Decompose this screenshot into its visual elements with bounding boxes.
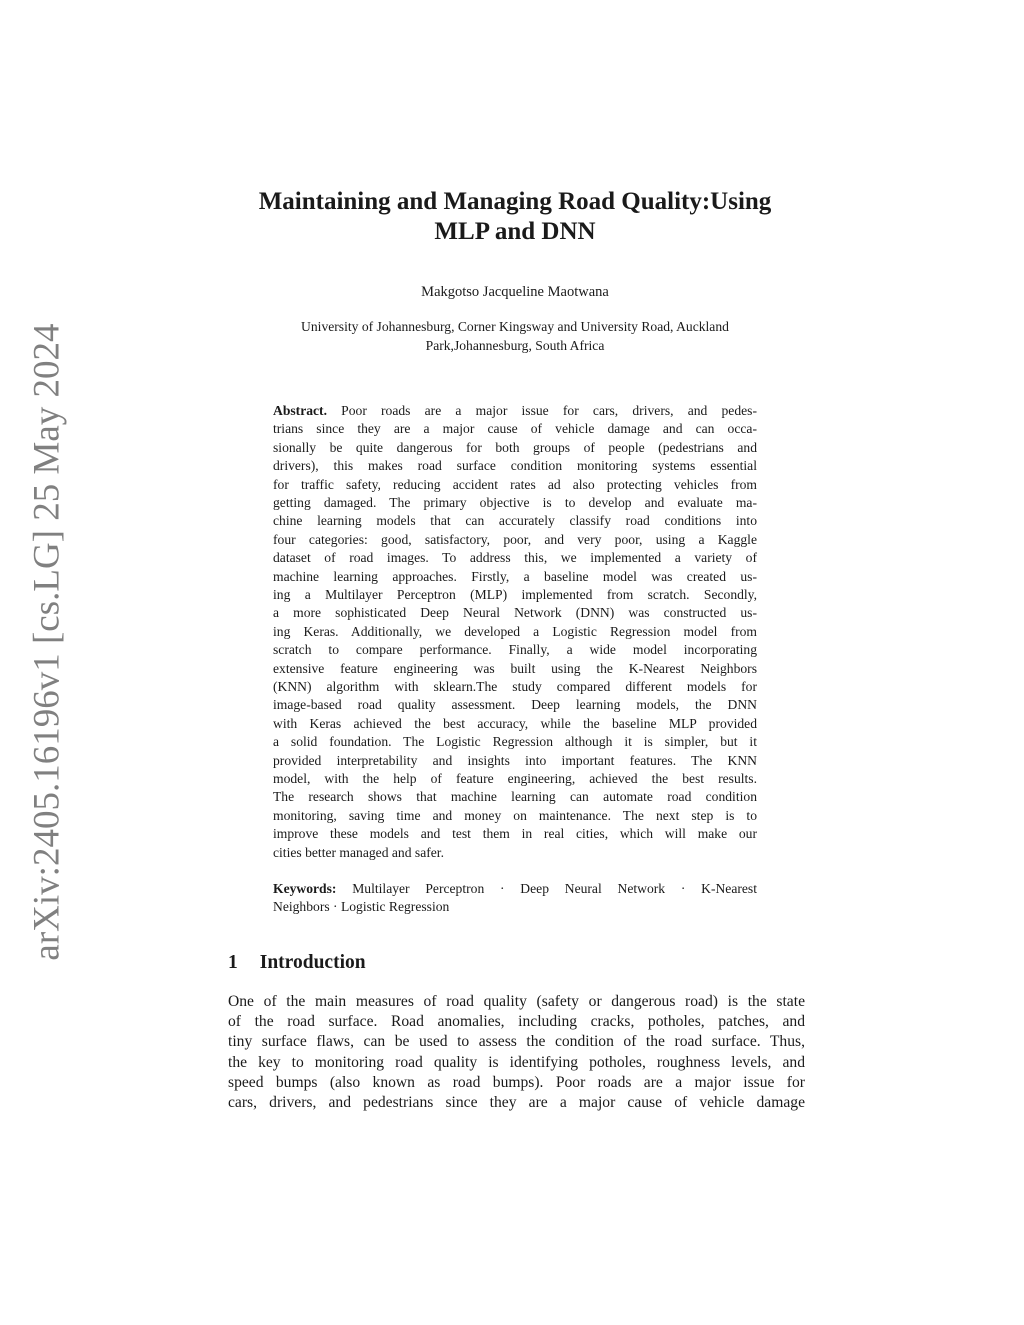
title-line-2: MLP and DNN xyxy=(434,218,596,245)
keywords-line: Neighbors · Logistic Regression xyxy=(273,899,450,915)
label: Abstract. xyxy=(273,403,327,418)
affiliation-line-1: University of Johannesburg, Corner Kingsway and University Road, Auckland xyxy=(301,319,729,334)
abstract-line: improve these models and test them in real cities, which will make our xyxy=(273,826,757,842)
label: Keywords: xyxy=(273,881,337,896)
abstract-line: ing Keras. Additionally, we developed a Logistic Regression model from xyxy=(273,623,757,639)
abstract-line: (KNN) algorithm with sklearn.The study compared different models for xyxy=(273,679,757,694)
abstract-line: trians since they are a major cause of vehicle damage and can occa- xyxy=(273,421,757,437)
author: Makgotso Jacqueline Maotwana xyxy=(421,284,609,300)
intro-line: speed bumps (also known as road bumps). Poor roads are a major issue for xyxy=(228,1073,805,1091)
keywords-line: Keywords: Multilayer Perceptron · Deep Neural Network · K-Nearest xyxy=(273,881,757,896)
affiliation-line-2: Park,Johannesburg, South Africa xyxy=(425,338,605,353)
title-line-1: Maintaining and Managing Road Quality:Using xyxy=(258,188,772,215)
abstract-line: dataset of road images. To address this, we implemented a variety of xyxy=(273,550,757,566)
abstract-line: a solid foundation. The Logistic Regression although it is simpler, but it xyxy=(273,734,757,750)
arxiv-identifier: arXiv:2405.16196v1 [cs.LG] 25 May 2024 xyxy=(26,323,68,961)
intro-line: tiny surface flaws, can be used to assess the condition of the road surface. Thus, xyxy=(228,1033,805,1051)
abstract-line: sionally be quite dangerous for both groups of people (pedestrians and xyxy=(273,439,757,455)
section-title: Introduction xyxy=(259,952,366,973)
intro-line: of the road surface. Road anomalies, including cracks, potholes, patches, and xyxy=(228,1013,805,1031)
abstract-line: Abstract. Poor roads are a major issue for cars, drivers, and pedes- xyxy=(273,403,757,418)
section-number: 1 xyxy=(228,952,238,973)
intro-line: cars, drivers, and pedestrians since they are a major cause of vehicle damage xyxy=(228,1094,805,1111)
abstract-line: machine learning approaches. Firstly, a baseline model was created us- xyxy=(273,568,757,584)
abstract-line: extensive feature engineering was built using the K-Nearest Neighbors xyxy=(273,660,757,676)
abstract-line: a more sophisticated Deep Neural Network (DNN) was constructed us- xyxy=(273,605,757,621)
abstract-line: ing a Multilayer Perceptron (MLP) implemented from scratch. Secondly, xyxy=(273,587,757,602)
intro-line: the key to monitoring road quality is identifying potholes, roughness levels, and xyxy=(228,1053,805,1071)
abstract-line: image-based road quality assessment. Deep learning models, the DNN xyxy=(273,697,757,713)
abstract-line: cities better managed and safer. xyxy=(273,844,444,860)
abstract-line: getting damaged. The primary objective is to develop and evaluate ma- xyxy=(273,495,757,510)
abstract-line: with Keras achieved the best accuracy, while the baseline MLP provided xyxy=(273,715,757,731)
abstract-line: model, with the help of feature engineering, achieved the best results. xyxy=(273,771,757,786)
intro-line: One of the main measures of road quality (safety or dangerous road) is the state xyxy=(228,993,805,1010)
section-heading xyxy=(228,952,366,974)
abstract-line: scratch to compare performance. Finally, a wide model incorporating xyxy=(273,642,757,658)
abstract-line: drivers), this makes road surface condition monitoring systems essential xyxy=(273,458,757,474)
abstract-line: four categories: good, satisfactory, poor, and very poor, using a Kaggle xyxy=(273,531,757,547)
abstract-line: monitoring, saving time and money on maintenance. The next step is to xyxy=(273,807,757,823)
abstract-line: chine learning models that can accurately classify road conditions into xyxy=(273,513,757,529)
abstract-line: provided interpretability and insights into important features. The KNN xyxy=(273,752,757,768)
abstract-line: The research shows that machine learning can automate road condition xyxy=(273,789,757,805)
abstract-line: for traffic safety, reducing accident rates ad also protecting vehicles from xyxy=(273,476,757,492)
